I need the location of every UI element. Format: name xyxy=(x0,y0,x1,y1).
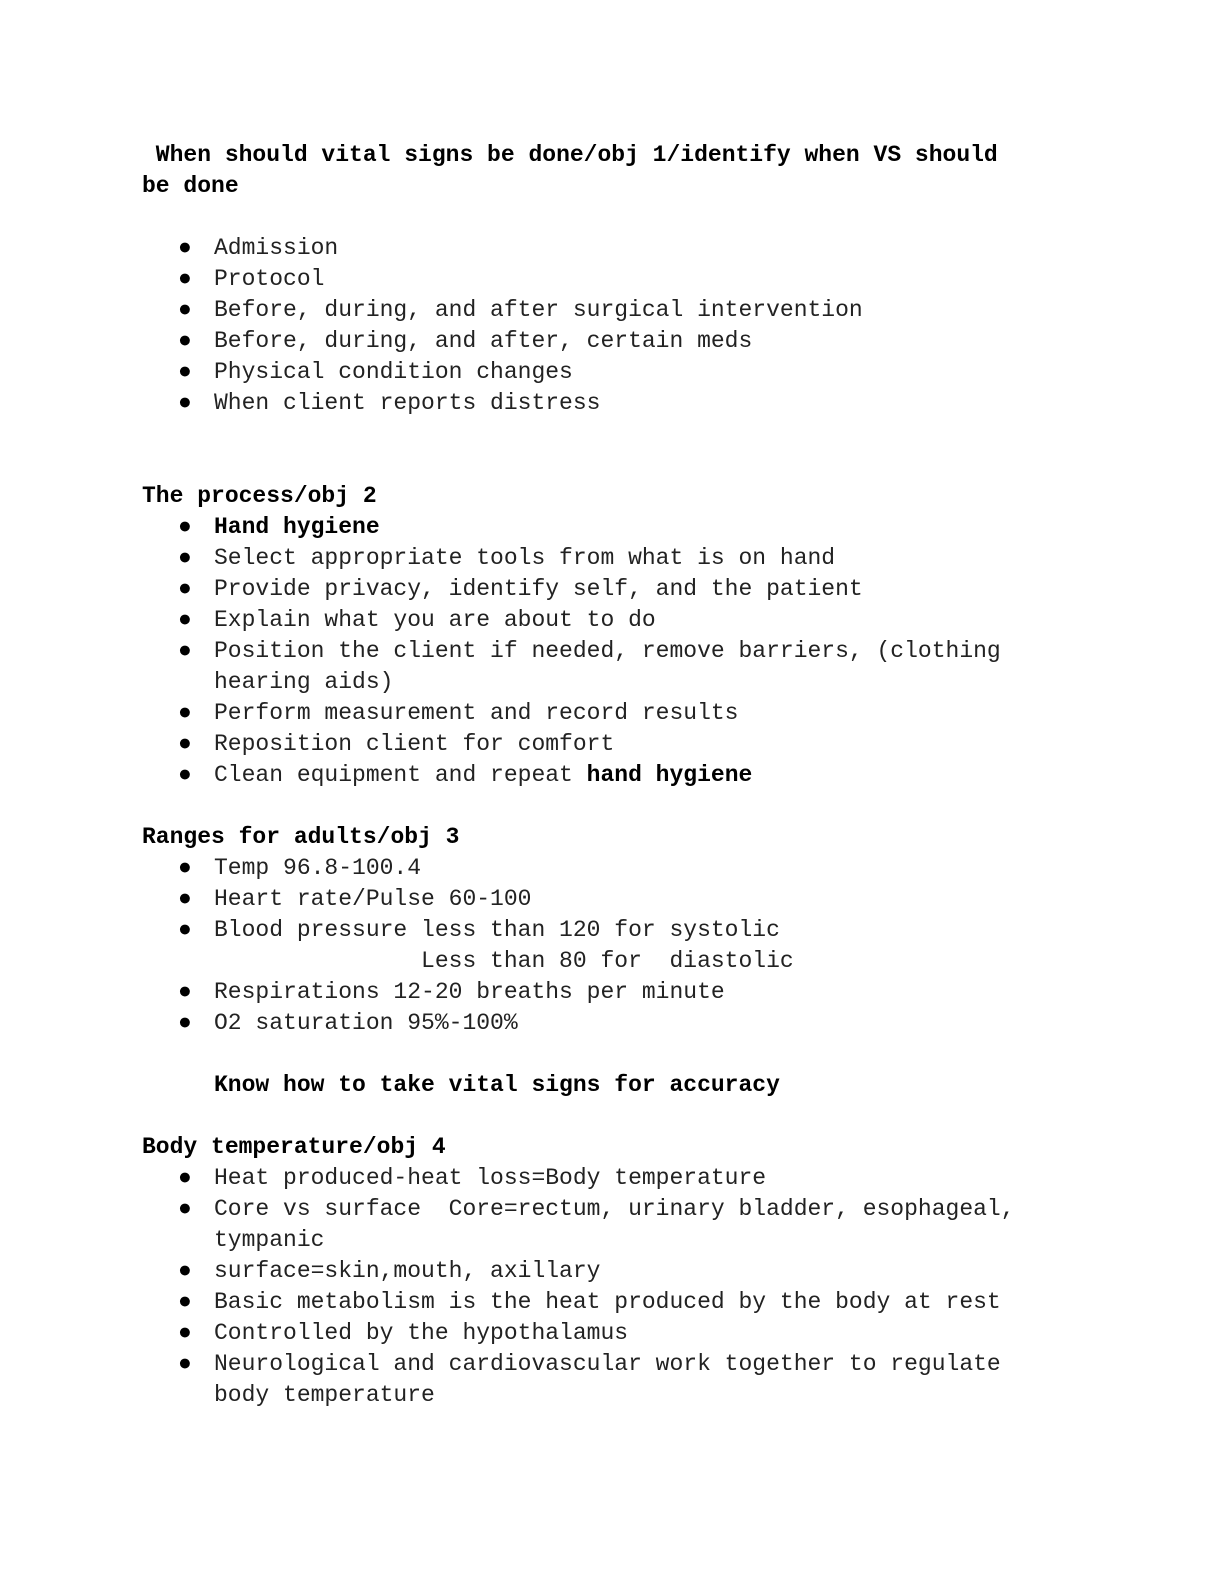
list-item: ● Admission xyxy=(142,233,1062,264)
bullet-icon: ● xyxy=(178,328,192,354)
list-item: ● Neurological and cardiovascular work together to regulate xyxy=(142,1349,1062,1380)
list-item-continuation: Less than 80 for diastolic xyxy=(214,948,794,974)
bullet-icon: ● xyxy=(178,700,192,726)
list-item-continuation: body temperature xyxy=(214,1382,435,1408)
list-item: ● Core vs surface Core=rectum, urinary bladder, esophageal, xyxy=(142,1194,1062,1225)
bullet-icon: ● xyxy=(178,266,192,292)
list-item: ● Explain what you are about to do xyxy=(142,605,1062,636)
bullet-icon: ● xyxy=(178,1196,192,1222)
list-item: ● When client reports distress xyxy=(142,388,1062,419)
bullet-icon: ● xyxy=(178,1258,192,1284)
bullet-icon: ● xyxy=(178,607,192,633)
bullet-icon: ● xyxy=(178,1320,192,1346)
bullet-icon: ● xyxy=(178,638,192,664)
bullet-icon: ● xyxy=(178,979,192,1005)
bullet-icon: ● xyxy=(178,886,192,912)
list-item: ● Physical condition changes xyxy=(142,357,1062,388)
list-item: ● Clean equipment and repeat hand hygiene xyxy=(142,760,1062,791)
bullet-icon: ● xyxy=(178,1289,192,1315)
bullet-icon: ● xyxy=(178,576,192,602)
list-item: ● Basic metabolism is the heat produced by the body at rest xyxy=(142,1287,1062,1318)
list-item: ● Controlled by the hypothalamus xyxy=(142,1318,1062,1349)
list-item: ● Heat produced-heat loss=Body temperature xyxy=(142,1163,1062,1194)
document-page xyxy=(142,140,1062,1411)
section-heading-body-temp: Body temperature/obj 4 xyxy=(142,1134,446,1160)
list-item: ● Heart rate/Pulse 60-100 xyxy=(142,884,1062,915)
bullet-icon: ● xyxy=(178,297,192,323)
list-item: ● O2 saturation 95%-100% xyxy=(142,1008,1062,1039)
list-item: ● Before, during, and after surgical intervention xyxy=(142,295,1062,326)
ranges-list xyxy=(142,853,1062,1039)
bullet-icon: ● xyxy=(178,731,192,757)
list-item: ● Temp 96.8-100.4 xyxy=(142,853,1062,884)
bullet-icon: ● xyxy=(178,1351,192,1377)
list-item: ● Before, during, and after, certain meds xyxy=(142,326,1062,357)
bullet-icon: ● xyxy=(178,1010,192,1036)
list-item-continuation: tympanic xyxy=(214,1227,325,1253)
bullet-icon: ● xyxy=(178,359,192,385)
bullet-icon: ● xyxy=(178,762,192,788)
list-item: ● Perform measurement and record results xyxy=(142,698,1062,729)
bullet-icon: ● xyxy=(178,917,192,943)
list-item: ● Hand hygiene xyxy=(142,512,1062,543)
bullet-icon: ● xyxy=(178,390,192,416)
list-item-continuation: hearing aids) xyxy=(214,669,394,695)
list-item: ● Select appropriate tools from what is on hand xyxy=(142,543,1062,574)
list-item: ● Reposition client for comfort xyxy=(142,729,1062,760)
bullet-icon: ● xyxy=(178,855,192,881)
section-heading-ranges: Ranges for adults/obj 3 xyxy=(142,824,460,850)
section-heading-process: The process/obj 2 xyxy=(142,483,377,509)
bullet-icon: ● xyxy=(178,545,192,571)
accuracy-note: Know how to take vital signs for accuracy xyxy=(214,1072,780,1098)
list-item: ● Protocol xyxy=(142,264,1062,295)
section-heading-when-vs-cont: be done xyxy=(142,173,239,199)
bullet-icon: ● xyxy=(178,514,192,540)
section-heading-when-vs: When should vital signs be done/obj 1/identify when VS should xyxy=(142,142,998,168)
list-item: ● Position the client if needed, remove barriers, (clothing xyxy=(142,636,1062,667)
list-item: ● surface=skin,mouth, axillary xyxy=(142,1256,1062,1287)
list-item: ● Respirations 12-20 breaths per minute xyxy=(142,977,1062,1008)
bullet-icon: ● xyxy=(178,1165,192,1191)
when-vs-list xyxy=(142,233,1062,419)
bullet-icon: ● xyxy=(178,235,192,261)
process-list xyxy=(142,512,1062,791)
body-temp-list xyxy=(142,1163,1062,1411)
list-item: ● Blood pressure less than 120 for systolic xyxy=(142,915,1062,946)
list-item: ● Provide privacy, identify self, and the patient xyxy=(142,574,1062,605)
